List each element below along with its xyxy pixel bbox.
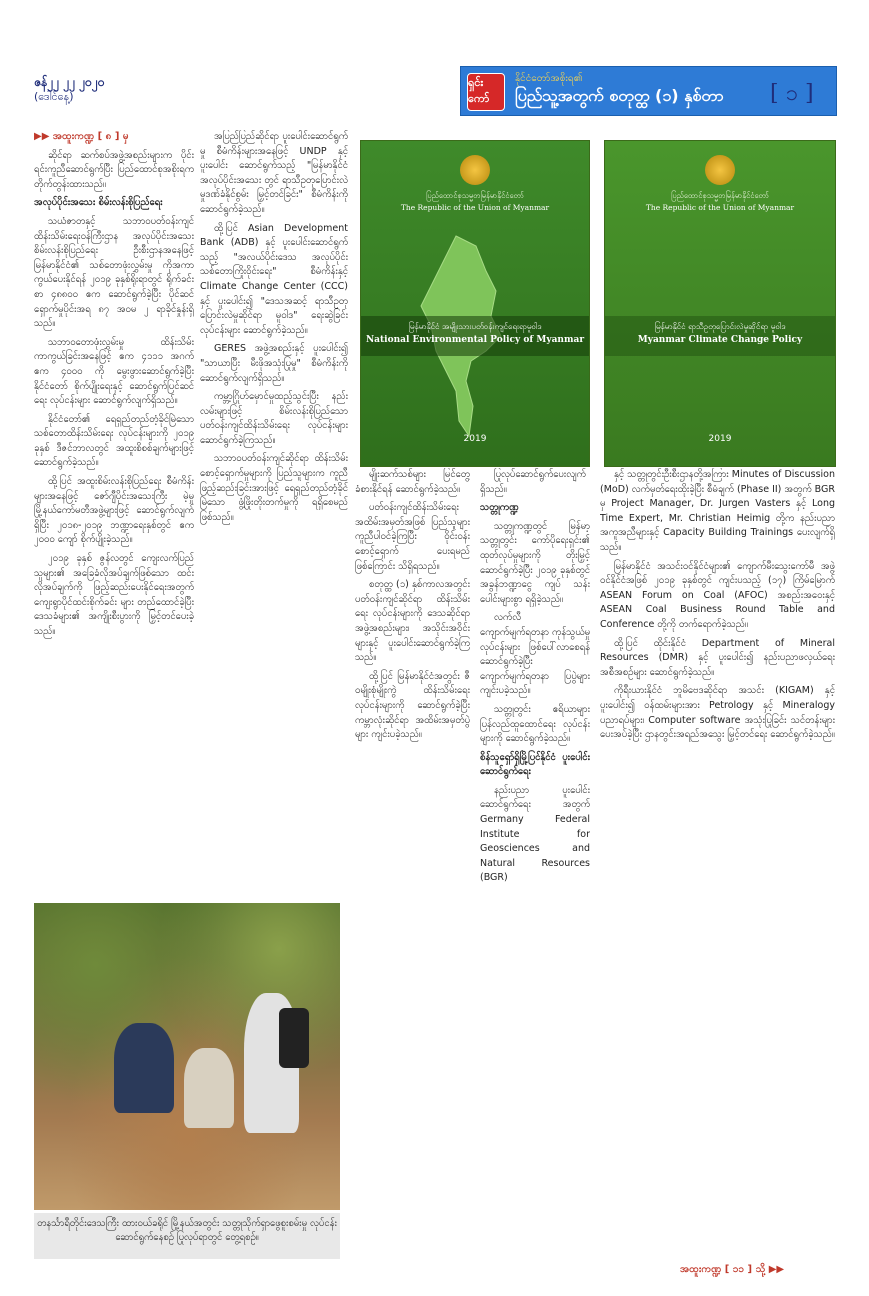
paragraph: အပြည်ပြည်ဆိုင်ရာ ပူးပေါင်းဆောင်ရွက်မှု စီမံကိန်းများအနေဖြင့် UNDP နှင့် ပူးပေါင်း ဆောင်ရွက်သည့် "မြန်မာနိုင်ငံ အလုပ်ပိုင်းအသေး တွင် ရာသီဥတုပြောင်းလဲမှုဒဏ်ခံနိုင်စွမ်း မြှင့်တင်ခြင်း" စီမံကိန်းကို ဆောင်ရွက်ခဲ့သည်။ [200,131,348,215]
cover-title-band [361,316,589,356]
cover-government-mm: ပြည်ထောင်စုသမ္မတမြန်မာနိုင်ငံတော် [426,191,524,200]
cover-year: 2019 [463,434,487,444]
paragraph: နိုင်ငံတော်၏ ရေရှည်တည်တံ့ခိုင်မြဲသော သစ်တောထိန်းသိမ်းရေး လုပ်ငန်းများကို ၂၀၁၉ ခုနှစ် ဒီဇင်ဘာလတွင် အထူးစိစစ်ချက်များဖြင့် ဆောင်ရွက်ခဲ့သည်။ [34,413,194,469]
photo-caption: တနင်္သာရီတိုင်းဒေသကြီး ထားဝယ်ခရိုင် မြို့နယ်အတွင်း သတ္တုသိုက်ရှာဖွေစူးစမ်းမှု လုပ်ငန်း ဆောင်ရွက်နေစဉ် ပြုလုပ်ရာတွင် တွေ့ရစဉ်။ [34,1213,340,1259]
paragraph: ထို့ပြင် မြန်မာနိုင်ငံအတွင်း ဇီဝမျိုးစုံမျိုးကွဲ ထိန်းသိမ်းရေး လုပ်ငန်းများကို ဆောင်ရွက်ခဲ့ပြီး ကမ္ဘာလုံးဆိုင်ရာ အထိမ်းအမှတ်ပွဲများ ကျင်းပခဲ့သည်။ [355,670,470,741]
cover-government-mm: ပြည်ထောင်စုသမ္မတမြန်မာနိုင်ငံတော် [671,191,769,200]
backpack-figure [279,1008,309,1068]
paragraph: ထို့ပြင် ထိုင်းနိုင်ငံ Department of Mineral Resources (DMR) နှင့် ပူးပေါင်း၍ နည်းပညာဖလှယ်ရေး အစီအစဉ်များ ဆောင်ရွက်ခဲ့သည်။ [600,637,835,678]
continued-from-label: ▶▶ အထူးကဏ္ဍ [ ၈ ] မှ [34,131,129,142]
paragraph: သဘာဝပတ်ဝန်းကျင်ဆိုင်ရာ ထိန်းသိမ်းစောင့်ရှောက်မှုများကို ပြည်သူများက ကူညီဖြည့်ဆည်းခြင်းအားဖြင့် ရေရှည်တည်တံ့ခိုင်မြဲသော ဖွံ့ဖြိုးတိုးတက်မှုကို ရရှိစေမည်ဖြစ်သည်။ [200,453,348,523]
policy-cover-climate [604,140,836,467]
logo-text: ရှင်းကော် [468,76,490,105]
paragraph: GERES အဖွဲ့အစည်းနှင့် ပူးပေါင်း၍ "သာယာပြီး မီးဖိုအသုံးပြုမှု" စီမံကိန်းကို ဆောင်ရွက်လျက်ရှိသည်။ [200,343,348,384]
masthead-subtitle: နိုင်ငံတော်အစိုးရ၏ [515,73,583,84]
paragraph: ပတ်ဝန်းကျင်ထိန်းသိမ်းရေး အထိမ်းအမှတ်အဖြစ် ပြည်သူများ ကူညီပါဝင်ခဲ့ကြပြီး ဝိုင်းဝန်းစောင့်ရှောက် ပေးရမည်ဖြစ်ကြောင်း သိရှိရသည်။ [355,502,470,572]
cover-government-en: The Republic of the Union of Myanmar [645,203,795,212]
person-figure [114,1023,174,1113]
state-emblem-icon [460,155,490,185]
cover-title-en: Myanmar Climate Change Policy [637,335,803,345]
article-column-4 [480,468,590,1278]
paragraph: ပြုလုပ်ဆောင်ရွက်ပေးလျက်ရှိသည်။ [480,469,586,495]
person-figure [184,1048,234,1128]
paragraph: ကိုရီးယားနိုင်ငံ ဘူမိဗေဒဆိုင်ရာ အသင်း (KIGAM) နှင့် ပူးပေါင်း၍ ဝန်ထမ်းများအား Petrology နှင့် Mineralogy ပညာရပ်များ၊ Computer software အသုံးပြုခြင်း သင်တန်းများ ပေးအပ်ခဲ့ပြီး ဌာနတွင်းအရည်အသွေး မြှင့်တင်ရေး ဆောင်ရွက်ခဲ့သည်။ [600,685,835,741]
subheading: သတ္တုကဏ္ဍ [480,502,519,514]
article-column-1 [34,130,194,900]
subheading: စိန်သူရှော်ရှိမြို့ပြင်နိုင်ငံ ပူးပေါင်းဆောင်ရွက်ရေး [480,751,590,778]
paragraph: သဘာဝတောဖုံးလွှမ်းမှု ထိန်းသိမ်းကာကွယ်ခြင်းအနေဖြင့် ဧက ၄၁၁၁ အဂက် ဧက ၄၀၀၀ ကို မွေးဖွားဆောင်ရွက်ခဲ့ပြီး နိုင်ငံတော် စိုက်ပျိုးရေးနှင့် ဆောင်ရွက်ပြင်ဆင်ရေး လုပ်ငန်းများ ဆောင်ရွက်လျက်ရှိသည်။ [34,336,194,407]
paragraph: သတ္တုကဏ္ဍတွင် မြန်မာ့သတ္တုတွင်း ကော်ပိုရေးရှင်း၏ ထုတ်လုပ်မှုများကို တိုးမြှင့်ဆောင်ရွက်ခဲ့ပြီး ၂၀၁၉ ခုနှစ်တွင် အခွန်ဘဏ္ဍာငွေ ကျပ် သန်းပေါင်းများစွာ ရရှိခဲ့သည်။ [480,520,590,605]
policy-cover-environmental [360,140,590,467]
cover-title-band [605,316,835,356]
paragraph: စတုတ္ထ (၁) နှစ်ကာလအတွင်း ပတ်ဝန်းကျင်ဆိုင်ရာ ထိန်းသိမ်းရေး လုပ်ငန်းများကို ဒေသဆိုင်ရာ အဖွဲ့အစည်းများ၊ အသိုင်းအဝိုင်းများနှင့် ပူးပေါင်းဆောင်ရွက်ခဲ့ကြသည်။ [355,579,470,664]
paragraph: ထို့ပြင် အထူးစိမ်းလန်းစိုပြည်ရေး စီမံကိန်းများအနေဖြင့် ဇော်ဂျီပိုင်းအသေးကြီး မဲ့မှု မြို့နယ်ကော်မတီအဖွဲ့များဖြင့် ဆောင်ရွက်လျက်ရှိပြီး ၂၀၁၈-၂၀၁၉ ဘဏ္ဍာရေးနှစ်တွင် ဧက ၂၀၀၀ ကျော် စိုက်ပျိုးခဲ့သည်။ [34,476,194,546]
cover-title-mm: မြန်မာနိုင်ငံ အမျိုးသားပတ်ဝန်းကျင်ရေးရာမူဝါဒ [408,322,542,331]
paragraph: သတ္တုတွင်း ဧရိယာများ ပြန်လည်ထူထောင်ရေး လုပ်ငန်းများကို ဆောင်ရွက်ခဲ့သည်။ [480,703,590,745]
paragraph: ဆိုင်ရာ ဆက်စပ်အဖွဲ့အစည်းများက ပိုင်းရင်းကူညီဆောင်ရွက်ပြီး ပြည်ထောင်စုအစိုးရက တိုက်တွန်းထားသည်။ [34,149,194,190]
paragraph: နှင့် သတ္တုတွင်းဦးစီးဌာနတို့အကြား Minutes of Discussion (MoD) လက်မှတ်ရေးထိုးခဲ့ပြီး စီမံချက် (Phase II) အတွက် BGR မှ Project Manager, Dr. Jurgen Vasters နှင့် Long Time Expert, Mr. Christian Heimig တို့က နည်းပညာအကူအညီများနှင့် Capacity Building Trainings ပေးလျက်ရှိသည်။ [600,469,835,553]
cover-government-en: The Republic of the Union of Myanmar [400,203,550,212]
issue-date-block [34,74,194,104]
paragraph: သယံဇာတနှင့် သဘာဝပတ်ဝန်းကျင်ထိန်းသိမ်းရေးဝန်ကြီးဌာန အလုပ်ပိုင်းအသေး စိမ်းလန်းစိုပြည်ရေး ဦးစီးဌာနအနေဖြင့် မြန်မာနိုင်ငံ၏ သစ်တောဖုံးလွှမ်းမှု ကိုအကာကွယ်ပေးနိုင်ရန် ၂၀၁၉ ခုနှစ်ရိုးရာတွင် ရိုက်ခင်းစာ ၄၈၈၀၀ ဧက ဆောင်ရွက်ခဲ့ပြီး ပိုင်ဆင် ရှောက်မှုပိုင်းအရ ၈၇ အ၀မ ၂ ရာခိုင်နှုန်းရှိသည်။ [34,215,194,330]
issue-day: (ဒေါင်နေ့) [34,90,74,103]
issue-date: ဇန်၂၂ ၂၂ ၂၀၂၀ [34,75,105,89]
cover-title-en: National Environmental Policy of Myanmar [365,335,585,345]
paragraph: ၂၀၁၉ ခုနှစ် ဇွန်လတွင် ကျေးလက်ပြည်သူများ၏ အခြေခံလိုအပ်ချက်ဖြစ်သော ထင်းလိုအပ်ချက်ကို ဖြည့်ဆည်းပေးနိုင်ရေးအတွက် ကျေးရွာပိုင်ထင်းစိုက်ခင်း များ တည်ထောင်ခဲ့ပြီး ဒေသခံများ၏ အကျိုးစီးပွားကို မြှင့်တင်ပေးခဲ့သည်။ [34,553,194,637]
subheading: အလုပ်ပိုင်းအသေး စိမ်းလန်းစိုပြည်ရေး [34,197,163,209]
paragraph: မြန်မာနိုင်ငံ အသင်းဝင်နိုင်ငံများ၏ ကျောက်မီးသွေးကော်မီ အဖွဲ့ဝင်နိုင်ငံအဖြစ် ၂၀၁၉ ခုနှစ်တွင် ကျင်းပသည့် (၁၇) ကြိမ်မြောက် ASEAN Forum on Coal (AFOC) အစည်းအဝေးနှင့် ASEAN Coal Business Round Table and Conference တို့ကို တက်ရောက်ခဲ့သည်။ [600,560,835,630]
cover-year: 2019 [708,434,732,444]
paragraph: ကမ္ဘာ့ဂြိုဟ်မှောင်မှုထည့်သွင်းပြီး နည်းလမ်းများဖြင့် စိမ်းလန်းစိုပြည်သော ပတ်ဝန်းကျင်ထိန်းသိမ်းရေး လုပ်ငန်းများ ဆောင်ရွက်ခဲ့ကြသည်။ [200,391,348,446]
newspaper-logo [467,73,505,111]
field-survey-photo [34,903,340,1210]
masthead-title: ပြည်သူ့အတွက် စတုတ္ထ (၁) နှစ်တာ [515,86,724,105]
paragraph: မျိုးဆက်သစ်များ မြင်တွေ့ခံစားနိုင်ရန် ဆောင်ရွက်ခဲ့သည်။ [355,469,470,495]
page-number: [ ၁ ] [770,81,814,106]
paragraph: ထို့ပြင် Asian Development Bank (ADB) နှင့် ပူးပေါင်းဆောင်ရွက်သည့် "အလယ်ပိုင်းဒေသ အလုပ်ပိုင်းသစ်တောကြိုးဝိုင်းရေး" စီမံကိန်းနှင့် Climate Change Center (CCC) နှင့် ပူးပေါင်း၍ "ဒေသအဆင့် ရာသီဥတုပြောင်းလဲမှုဆိုင်ရာ မူဝါဒ" ရေးဆွဲခြင်းလုပ်ငန်းများ ဆောင်ရွက်ခဲ့သည်။ [200,222,348,336]
article-column-5 [600,468,835,1248]
article-column-3 [355,468,470,1278]
paragraph: နည်းပညာ ပူးပေါင်းဆောင်ရွက်ရေး အတွက် Germany Federal Institute for Geosciences and Natural Resources (BGR) [480,784,590,884]
article-column-2 [200,130,348,900]
continued-to-label: အထူးကဏ္ဍ [ ၁၁ ] သို့ ▶▶ [680,1264,785,1275]
paragraph: လက်လီကျောက်မျက်ရတနာ ကုန်သွယ်မှု လုပ်ငန်းများ ဖြစ်ပေါ်လာစေရန် ဆောင်ရွက်ခဲ့ပြီး ကျောက်မျက်ရတနာ ပြပွဲများ ကျင်းပခဲ့သည်။ [480,612,590,697]
state-emblem-icon [705,155,735,185]
cover-title-mm: မြန်မာနိုင်ငံ ရာသီဥတုပြောင်းလဲမှုဆိုင်ရာ မူဝါဒ [654,322,786,331]
